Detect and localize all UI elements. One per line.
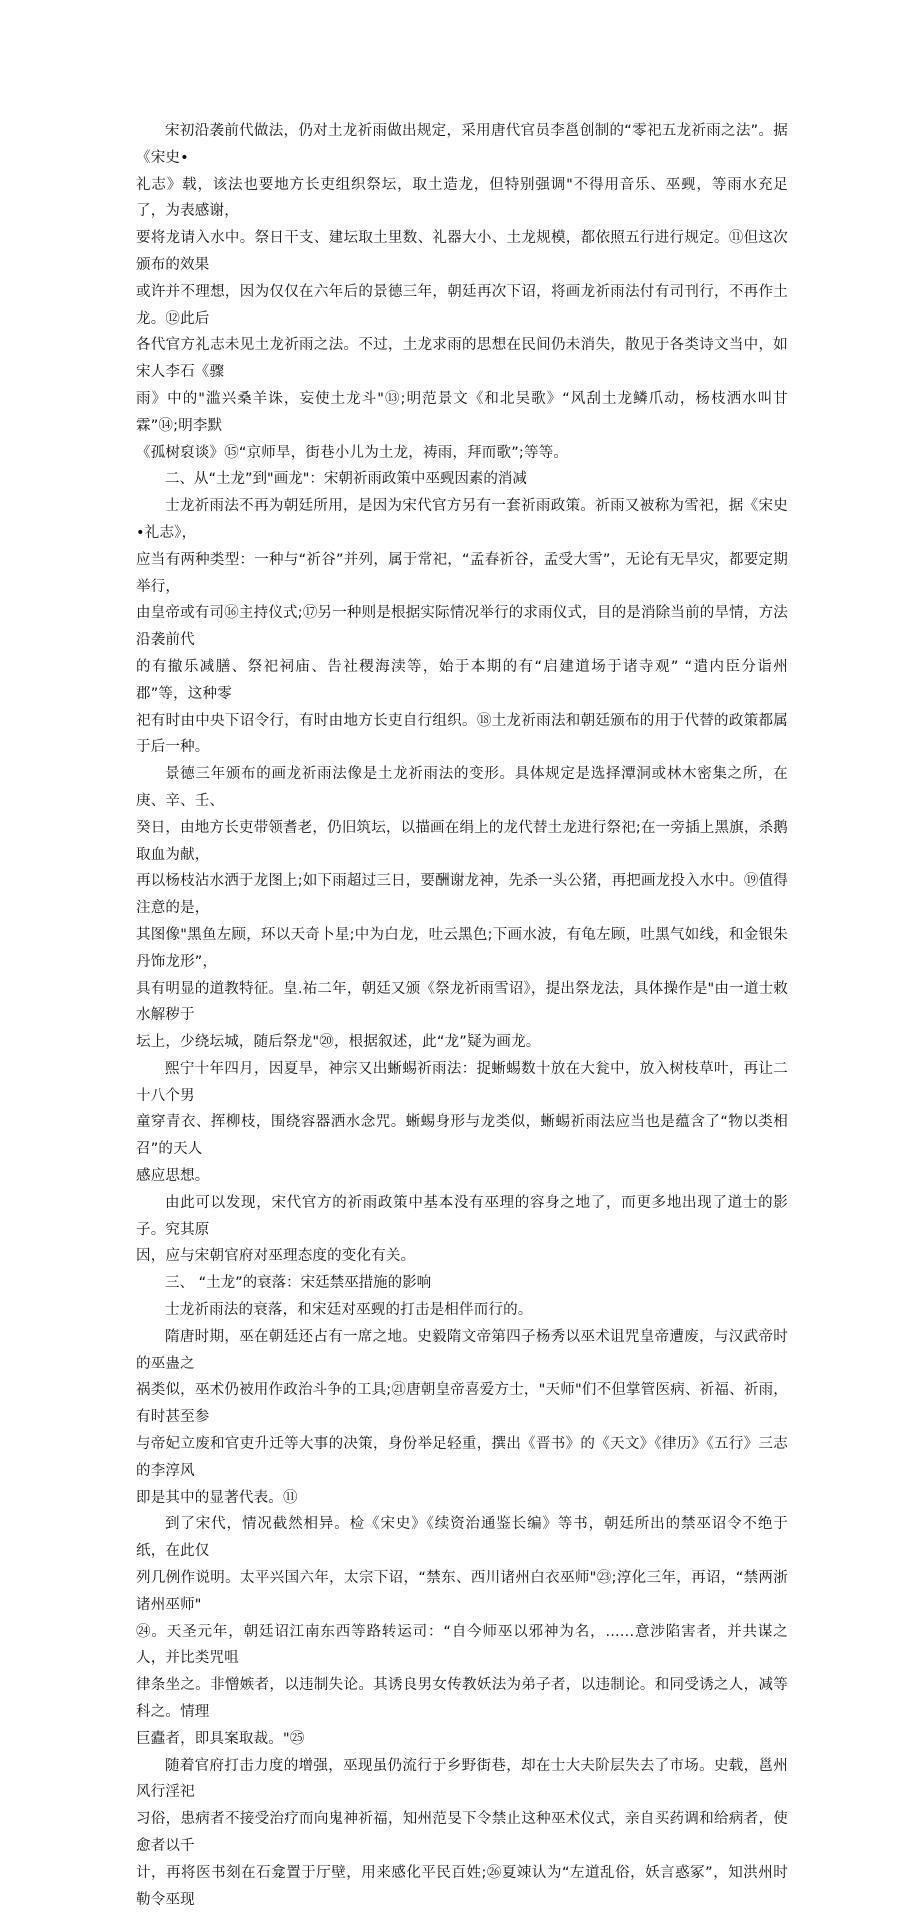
text-line: 感应思想。	[136, 1168, 210, 1185]
text-line: 坛上，少绕坛城，随后祭龙"⑳，根据叙述，此“龙”疑为画龙。	[136, 1034, 541, 1051]
text-line: 祸类似，巫术仍被用作政治斗争的工具;㉑唐朝皇帝喜爱方士，"天师"们不但掌管医病、祈福、祈雨，有时甚至参	[136, 1382, 788, 1426]
text-line: 要将龙请入水中。祭日干支、建坛取土里数、礼器大小、土龙规模，都依照五行进行规定。⑪但这次颁布的效果	[136, 230, 788, 273]
text-line: 巨蠹者，即具案取裁。"㉕	[136, 1730, 305, 1747]
text-line: 习俗，患病者不接受治疗而向鬼神祈福，知州范旻下令禁止这种巫术仪式，亲自买药调和给病者，使愈者以千	[136, 1811, 788, 1854]
text-line: 或许并不理想，因为仅仅在六年后的景德三年，朝廷再次下诏，将画龙祈雨法付有司刊行，不再作土龙。⑫此后	[136, 283, 788, 327]
paragraph-lizard-method	[136, 1056, 788, 1190]
text-line: 与帝妃立废和官吏升迁等大事的决策，身份举足轻重，撰出《晋书》的《天文》《律历》《五行》三志的李淳风	[136, 1436, 788, 1479]
text-line: ㉔。天圣元年，朝廷诏江南东西等路转运司：“自今师巫以邪神为名，......意涉陷害者，并共谋之人，并比类咒咀	[136, 1623, 788, 1667]
text-line: 由皇帝或有司⑯主持仪式;⑰另一种则是根据实际情况举行的求雨仪式，目的是消除当前的旱情，方法沿袭前代	[136, 605, 788, 649]
text-line: 童穿青衣、挥柳枝，围绕容器洒水念咒。蜥蜴身形与龙类似，蜥蜴祈雨法应当也是蕴含了“物以类相召”的天人	[136, 1114, 788, 1158]
text-line: 宋初沿袭前代做法，仍对土龙祈雨做出规定，采用唐代官员李邕创制的“零祀五龙祈雨之法”。据《宋史•	[136, 123, 788, 166]
text-line: 即是其中的显著代表。⑪	[136, 1489, 298, 1506]
text-line: 熙宁十年四月，因夏旱，神宗又出蜥蜴祈雨法：捉蜥蜴数十放在大瓮中，放入树枝草叶，再让二十八个男	[136, 1060, 788, 1104]
text-line: 景德三年颁布的画龙祈雨法像是土龙祈雨法的变形。具体规定是选择潭洞或林木密集之所，在庚、辛、壬、	[136, 766, 788, 809]
text-line: 到了宋代，情况截然相异。检《宋史》《续资治通鉴长编》等书，朝廷所出的禁巫诏令不绝于纸，在此仅	[136, 1516, 788, 1560]
paragraph-officials	[136, 1753, 788, 1913]
paragraph-decline	[136, 1297, 788, 1324]
text-line: 隋唐时期，巫在朝廷还占有一席之地。史毅隋文帝第四子杨秀以巫术诅咒皇帝遭废，与汉武帝时的巫蛊之	[136, 1328, 788, 1372]
text-line: 礼志》载，该法也要地方长吏组织祭坛，取土造龙，但特别强调"不得用音乐、巫觋，等雨水充足了，为表感谢，	[136, 176, 788, 220]
text-line: 祀有时由中央下诏令行，有时由地方长吏自行组织。⑱土龙祈雨法和朝廷颁布的用于代替的政策都属于后一种。	[136, 712, 788, 756]
section-heading-3: 三、 “土龙”的衰落：宋廷禁巫措施的影响	[165, 1275, 432, 1292]
document-page	[136, 118, 788, 1913]
text-line: 再以杨枝沾水洒于龙图上;如下雨超过三日，要酬谢龙神，先杀一头公猪，再把画龙投入水中。⑲值得注意的是，	[136, 873, 788, 917]
text-line: 《孤树裒谈》⑮“京师旱，街巷小儿为土龙，祷雨，拜而歌”;等等。	[136, 444, 569, 461]
text-line: 士龙祈雨法的衰落，和宋廷对巫觋的打击是相伴而行的。	[165, 1302, 533, 1319]
text-line: 随着官府打击力度的增强，巫现虽仍流行于乡野街巷，却在士大夫阶层失去了市场。史载，邕州风行淫祀	[136, 1757, 788, 1801]
text-line: 具有明显的道教特征。皇.祐二年，朝廷又颁《祭龙祈雨雪诏》，提出祭龙法，具体操作是"由一道士敕水解秽于	[136, 980, 788, 1024]
text-line: 雨》中的"滥兴桑羊诛，妄使土龙斗"⑬;明范景文《和北吴歌》“风刮土龙鳞爪动，杨枝洒水叫甘霖”⑭;明李默	[136, 390, 788, 434]
paragraph-sui-tang	[136, 1324, 788, 1512]
text-line: 士龙祈雨法不再为朝廷所用，是因为宋代官方另有一套祈雨政策。祈雨又被称为雪祀，据《宋史•礼志》，	[136, 498, 788, 541]
text-line: 其图像"黑鱼左顾，环以天奇卜星;中为白龙，吐云黑色;下画水波，有龟左顾，吐黑气如线，和金银朱丹饰龙形”，	[136, 926, 788, 970]
text-line: 应当有两种类型：一种与“祈谷”并列，属于常祀，“孟春祈谷，孟受大雪”，无论有无旱灾，都要定期举行，	[136, 551, 788, 595]
text-line: 由此可以发现，宋代官方的祈雨政策中基本没有巫理的容身之地了，而更多地出现了道士的影子。究其原	[136, 1194, 788, 1238]
section-heading-2: 二、从“土龙”到"画龙"：宋朝祈雨政策中巫觋因素的消减	[165, 471, 527, 488]
paragraph-song-early-tulong	[136, 118, 788, 466]
text-line: 的有撤乐减膳、祭祀祠庙、告社稷海渎等，始于本期的有“启建道场于诸寺观” “遣内臣分诣州郡”等，这种零	[136, 658, 788, 702]
text-line: 因，应与宋朝官府对巫理态度的变化有关。	[136, 1248, 416, 1265]
paragraph-rain-prayer-policy	[136, 493, 788, 761]
text-line: 律条坐之。非憎嫉者，以违制失论。其诱良男女传教妖法为弟子者，以违制论。和同受诱之人，减等科之。情理	[136, 1677, 788, 1721]
text-line: 计，再将医书刻在石龛置于厅壁，用来感化平民百姓;㉖夏竦认为“左道乱俗，妖言惑冢”，知洪州时勒令巫现	[136, 1864, 788, 1908]
paragraph-song-prohibitions	[136, 1511, 788, 1752]
text-line: 列几例作说明。太平兴国六年，太宗下诏，“禁东、西川诸州白衣巫师"㉓;淳化三年，再诏，“禁两浙诸州巫师"	[136, 1570, 788, 1613]
text-line: 癸日，由地方长吏带领耆老，仍旧筑坛，以描画在绢上的龙代替土龙进行祭祀;在一旁插上黑旗，杀鹅取血为献，	[136, 819, 788, 863]
paragraph-painted-dragon	[136, 761, 788, 1056]
text-line: 各代官方礼志未见土龙祈雨之法。不过，土龙求雨的思想在民间仍未消失，散见于各类诗文当中，如宋人李石《骤	[136, 337, 788, 381]
paragraph-conclusion	[136, 1190, 788, 1270]
